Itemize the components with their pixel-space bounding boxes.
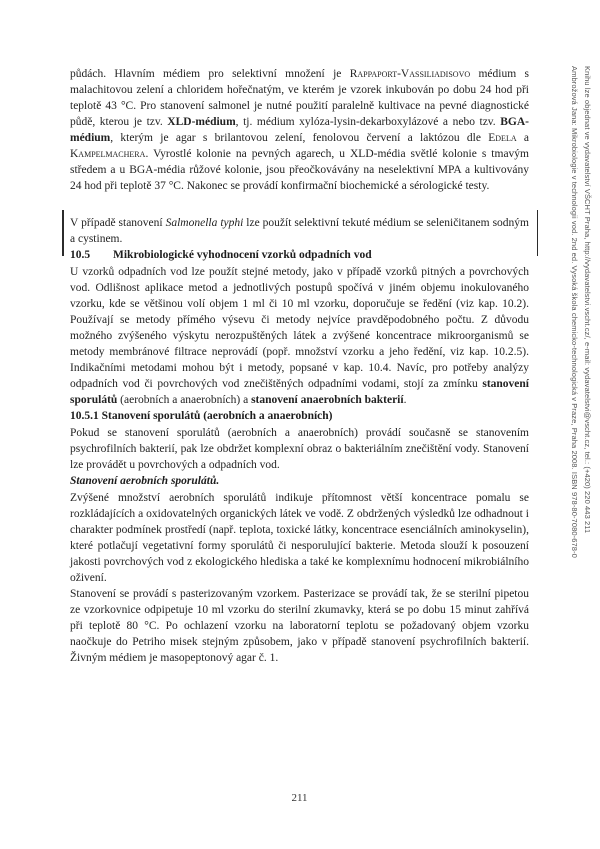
subsection-heading-10-5-1: 10.5.1 Stanovení sporulátů (aerobních a anaerobních): [70, 410, 333, 422]
paragraph-salmonella-typhi-block: [70, 215, 529, 247]
paragraph-salmonella-typhi: V případě stanovení Salmonella typhi lze použít selektivní tekuté médium se seleničitanem sodným a cystinem.: [70, 217, 529, 245]
change-bar-right: [537, 210, 539, 256]
paragraph-sporulates-intro: Pokud se stanovení sporulátů (aerobních a anaerobních) provádí současně se stanovením psychrofilních bakterií, pak lze obdržet komplexní obraz o bakteriálním znečištění vody. Stanovení lze provádět u povrchových a odpadních vod.: [70, 427, 529, 471]
edge-citation-line: Ambrožová Jana: Mikrobiologie v technologii vod. 2nd ed. Vysoká škola chemicko-technologická v Praze, Praha 2008. ISBN 978-80-7080-678-0: [570, 66, 579, 558]
edge-ordering-line: Knihu lze objednat ve vydavatelství VŠCHT Praha, http://vydavatelstvi.vscht.cz/, e-mail: vydavatelstvi@vscht.cz, tel.: (+420) 220 443 211: [583, 66, 592, 534]
paragraph-wastewater-methods: U vzorků odpadních vod lze použít stejné metody, jako v případě vzorků pitných a povrchových vod. Odlišnost aplikace metod a jednotlivých postupů spočívá v jiném objemu inokulovaného vzorku, kde se většinou volí objem 1 ml či 10 ml vzorku, doporučuje se ředění (viz kap. 10.2). Používají se metody přímého výsevu či metody nejvíce pravděpodobného počtu. Z důvodu možného zvýšeného výskytu nerozpuštěných látek a zvýšené koncentrace mikroorganismů se metody membránové filtrace neprovádí (popř. množství vzorku a jeho ředění, viz kap. 10.2.5). Indikačními metodami mohou být i metody, popsané v kap. 10.4. Navíc, pro potřeby analýzy odpadních vod či povrchových vod znečištěných odpadními vodami, stojí za zmínku stanovení sporulátů (aerobních a anaerobních) a stanovení anaerobních bakterií.: [70, 266, 529, 406]
section-number: 10.5: [70, 249, 91, 261]
paragraph-pasteurization-procedure: Stanovení se provádí s pasterizovaným vzorkem. Pasterizace se provádí tak, že se sterilní pipetou ze vzorkovnice odpipetuje 10 ml vzorku do sterilní zkumavky, která se po dobu 15 minut zahřívá při teplotě 80 °C. Po ochlazení vzorku na laboratorní teplotu se požadovaný objem vzorku naočkuje do Petriho misek stejným způsobem, jako v případě stanovení psychrofilních bakterií. Živným médiem je masopeptonový agar č. 1.: [70, 588, 529, 664]
section-heading-10-5: [70, 247, 529, 264]
change-bar-left: [62, 210, 64, 256]
page-number: 211: [291, 792, 308, 804]
paragraph-aerobic-sporulates-meaning: Zvýšené množství aerobních sporulátů indikuje přítomnost větší koncentrace pomalu se rozkládajících a oxidovatelných organických látek ve vodě. Z obdržených výsledků lze odhadnout i charakter podmínek prostředí (např. teplota, toxické látky, koncentrace esenciálních aminokyselin), které potlačují vegetativní formy sporulátů či nesporulující bakterie. Metoda slouží k posouzení jakosti povrchových vod z ekologického hlediska a také ke komplexnímu hodnocení mikrobiálního oživení.: [70, 492, 529, 584]
text-column: [70, 66, 529, 666]
paragraph-selective-media: půdách. Hlavním médiem pro selektivní množení je Rappaport-Vassiliadisovo médium s malachitovou zelení a chloridem hořečnatým, ve kterém je vzorek inkubován po dobu 24 hod při teplotě 43 °C. Pro stanovení salmonel je nutné použití paralelně kultivace na pevné diagnostické půdě, kterou je tzv. XLD-médium, tj. médium xylóza-lysin-dekarboxylázové a nebo tzv. BGA-médium, kterým je agar s brilantovou zelení, fenolovou červení a laktózou dle Edela a Kampelmachera. Vyrostlé kolonie na pevných agarech, u XLD-média světlé kolonie s tmavým středem a u BGA-média růžové kolonie, jsou přeočkovávány na neselektivní MPA a kultivovány 24 hod při teplotě 37 °C. Nakonec se provádí konfirmační biochemické a sérologické testy.: [70, 68, 529, 192]
section-title: Mikrobiologické vyhodnocení vzorků odpadních vod: [113, 249, 372, 261]
run-in-heading-aerobic-sporulates: Stanovení aerobních sporulátů.: [70, 475, 220, 487]
